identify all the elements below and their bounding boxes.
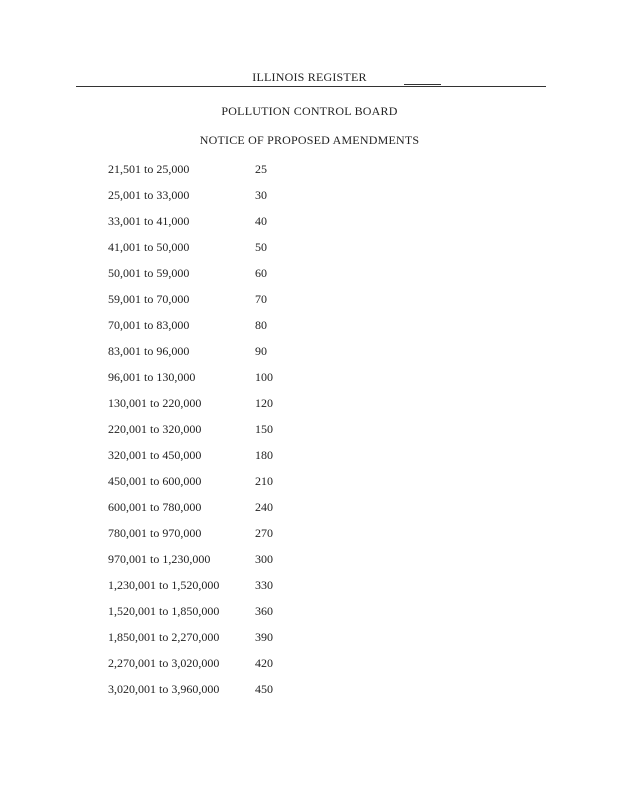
population-range: 780,001 to 970,000 (108, 526, 202, 540)
population-range: 41,001 to 50,000 (108, 240, 190, 254)
sample-value: 50 (255, 240, 267, 254)
sample-value: 40 (255, 214, 267, 228)
table-row (0, 630, 619, 656)
population-range: 130,001 to 220,000 (108, 396, 202, 410)
sample-value: 270 (255, 526, 273, 540)
table-row (0, 318, 619, 344)
table-row (0, 682, 619, 708)
population-range: 50,001 to 59,000 (108, 266, 190, 280)
sample-value: 330 (255, 578, 273, 592)
sample-value: 390 (255, 630, 273, 644)
population-range: 2,270,001 to 3,020,000 (108, 656, 220, 670)
table-row (0, 422, 619, 448)
table-row (0, 500, 619, 526)
agency-title: POLLUTION CONTROL BOARD (221, 104, 398, 118)
population-range: 70,001 to 83,000 (108, 318, 190, 332)
population-range: 320,001 to 450,000 (108, 448, 202, 462)
population-range: 220,001 to 320,000 (108, 422, 202, 436)
table-row (0, 448, 619, 474)
population-range: 25,001 to 33,000 (108, 188, 190, 202)
sample-value: 80 (255, 318, 267, 332)
population-range: 600,001 to 780,000 (108, 500, 202, 514)
table-row (0, 370, 619, 396)
population-range: 1,850,001 to 2,270,000 (108, 630, 220, 644)
population-range: 1,520,001 to 1,850,000 (108, 604, 220, 618)
table-row (0, 396, 619, 422)
table-row (0, 656, 619, 682)
table-row (0, 162, 619, 188)
sample-value: 360 (255, 604, 273, 618)
sample-value: 25 (255, 162, 267, 176)
population-range: 1,230,001 to 1,520,000 (108, 578, 220, 592)
table-row (0, 266, 619, 292)
sample-value: 210 (255, 474, 273, 488)
table-row (0, 526, 619, 552)
table-row (0, 240, 619, 266)
table-row (0, 344, 619, 370)
sample-value: 30 (255, 188, 267, 202)
table-row (0, 604, 619, 630)
sample-value: 450 (255, 682, 273, 696)
population-table (0, 162, 619, 708)
sample-value: 180 (255, 448, 273, 462)
sample-value: 60 (255, 266, 267, 280)
sample-value: 90 (255, 344, 267, 358)
table-row (0, 474, 619, 500)
sample-value: 100 (255, 370, 273, 384)
table-row (0, 552, 619, 578)
notice-title: NOTICE OF PROPOSED AMENDMENTS (199, 133, 420, 147)
header-rule (76, 86, 546, 87)
sample-value: 420 (255, 656, 273, 670)
population-range: 450,001 to 600,000 (108, 474, 202, 488)
table-row (0, 188, 619, 214)
sample-value: 300 (255, 552, 273, 566)
population-range: 970,001 to 1,230,000 (108, 552, 211, 566)
header-rule-accent (404, 84, 441, 85)
sample-value: 240 (255, 500, 273, 514)
population-range: 83,001 to 96,000 (108, 344, 190, 358)
table-row (0, 214, 619, 240)
population-range: 96,001 to 130,000 (108, 370, 196, 384)
sample-value: 70 (255, 292, 267, 306)
population-range: 21,501 to 25,000 (108, 162, 190, 176)
table-row (0, 292, 619, 318)
population-range: 33,001 to 41,000 (108, 214, 190, 228)
sample-value: 120 (255, 396, 273, 410)
table-row (0, 578, 619, 604)
population-range: 59,001 to 70,000 (108, 292, 190, 306)
population-range: 3,020,001 to 3,960,000 (108, 682, 220, 696)
sample-value: 150 (255, 422, 273, 436)
register-title: ILLINOIS REGISTER (252, 70, 367, 84)
